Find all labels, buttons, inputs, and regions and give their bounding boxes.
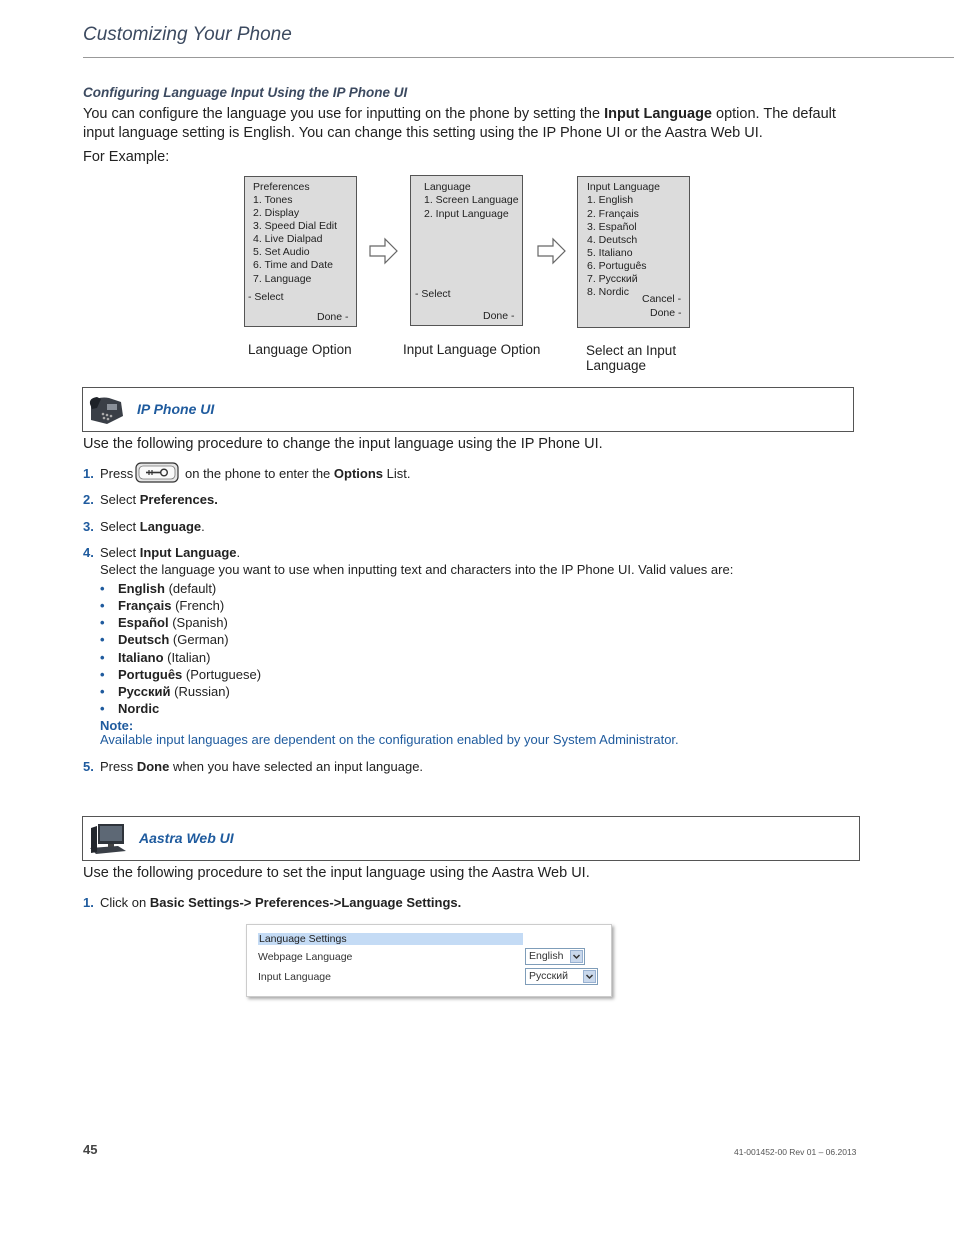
screen-line: 1. Tones xyxy=(253,194,293,206)
value-rest: (Portuguese) xyxy=(182,667,262,682)
input-language-bold: Input Language xyxy=(139,545,237,560)
step-text xyxy=(100,518,205,535)
screen-line: 2. Input Language xyxy=(424,208,509,220)
screen-line: 1. English xyxy=(587,194,634,206)
step-number: 3. xyxy=(83,519,94,534)
step-text-a: Press xyxy=(100,466,134,481)
screen-line: 8. Nordic xyxy=(587,286,630,298)
phone-screen-language xyxy=(410,175,523,326)
step-text-a: Press xyxy=(100,759,137,774)
value-rest: (default) xyxy=(164,581,217,596)
step-text xyxy=(100,491,218,508)
step-text-c: . xyxy=(236,545,241,560)
value-bold: Français xyxy=(118,598,172,613)
ip-step-1-cont xyxy=(185,465,410,482)
screen-done-softkey: Done - xyxy=(650,307,682,319)
step-text-c: List. xyxy=(383,466,411,481)
ip-phone-ui-bar xyxy=(82,387,854,432)
select-value: English xyxy=(529,950,564,962)
screen-line: Preferences xyxy=(253,181,310,193)
input-language-select[interactable] xyxy=(525,968,598,985)
options-key-icon xyxy=(135,462,179,483)
chevron-down-icon[interactable] xyxy=(583,970,596,983)
step-text-a: Click on xyxy=(100,895,150,910)
caption-language-option: Language Option xyxy=(248,342,352,357)
preferences-bold: Preferences. xyxy=(139,492,218,507)
step-number: 1. xyxy=(83,895,94,910)
step-number: 2. xyxy=(83,492,94,507)
value-bold: Português xyxy=(118,667,183,682)
page-number: 45 xyxy=(83,1142,98,1157)
value-rest: (German) xyxy=(169,632,229,647)
right-arrow-icon xyxy=(369,237,399,265)
menu-path-bold: Basic Settings-> Preferences->Language Settings. xyxy=(149,895,462,910)
screen-line: 7. Русский xyxy=(587,273,638,285)
intro-paragraph xyxy=(83,105,873,143)
caption-select-input-language xyxy=(586,343,676,373)
step-text xyxy=(100,465,133,482)
desk-phone-icon xyxy=(87,394,127,426)
step-text xyxy=(100,544,240,561)
section-heading: Configuring Language Input Using the IP Phone UI xyxy=(83,85,408,100)
screen-line: 4. Live Dialpad xyxy=(253,233,323,245)
for-example: For Example: xyxy=(83,149,170,165)
caption-input-language-option: Input Language Option xyxy=(403,342,541,357)
step-text-a: Select xyxy=(100,545,140,560)
webpage-language-label: Webpage Language xyxy=(258,951,353,963)
aastra-web-ui-bar xyxy=(82,816,860,861)
screen-done-softkey: Done - xyxy=(317,311,349,323)
step-text-a: Select xyxy=(100,519,140,534)
screen-line: Language xyxy=(424,181,471,193)
screen-line: 4. Deutsch xyxy=(587,234,638,246)
step-text xyxy=(100,894,461,911)
value-bold: Español xyxy=(118,615,169,630)
language-settings-heading: Language Settings xyxy=(258,933,523,945)
ip-step-2 xyxy=(83,491,583,508)
caption-line: Language xyxy=(586,358,647,373)
step-number: 5. xyxy=(83,759,94,774)
caption-line: Select an Input xyxy=(586,343,677,358)
step-4-description: Select the language you want to use when inputting text and characters into the IP Phone UI. Valid values are: xyxy=(100,562,734,577)
web-step-1 xyxy=(83,894,583,911)
phone-screen-preferences xyxy=(244,176,357,327)
screen-select-softkey: - Select xyxy=(248,291,284,303)
language-bold: Language xyxy=(139,519,202,534)
screen-line: 1. Screen Language xyxy=(424,194,519,206)
webpage-language-select[interactable] xyxy=(525,948,585,965)
step-text-b: on the phone to enter the xyxy=(185,466,334,481)
value-bold: Italiano xyxy=(118,650,164,665)
ip-phone-intro: Use the following procedure to change the input language using the IP Phone UI. xyxy=(83,436,603,452)
chevron-down-icon[interactable] xyxy=(570,950,583,963)
web-ui-intro: Use the following procedure to set the input language using the Aastra Web UI. xyxy=(83,865,590,881)
screen-line: 3. Español xyxy=(587,221,637,233)
screen-line: 5. Italiano xyxy=(587,247,633,259)
intro-text-line2: input language setting is English. You can change this setting using the IP Phone UI or the Aastra Web UI. xyxy=(83,125,763,141)
value-rest: (Italian) xyxy=(163,650,211,665)
screen-cancel-softkey: Cancel - xyxy=(642,293,682,305)
note-text: Available input languages are dependent on the configuration enabled by your System Administrator. xyxy=(100,732,679,747)
phone-screen-input-language xyxy=(577,176,690,328)
step-text-c: when you have selected an input language. xyxy=(169,759,424,774)
step-text xyxy=(100,758,423,775)
screen-done-softkey: Done - xyxy=(483,310,515,322)
page-header-title: Customizing Your Phone xyxy=(83,24,292,45)
note-label: Note: xyxy=(100,718,134,733)
value-bold: Nordic xyxy=(118,701,160,716)
input-language-label: Input Language xyxy=(258,971,331,983)
right-arrow-icon xyxy=(537,237,567,265)
step-text-c: . xyxy=(201,519,205,534)
screen-line: 2. Français xyxy=(587,208,639,220)
screen-line: 5. Set Audio xyxy=(253,246,310,258)
screen-line: 6. Português xyxy=(587,260,647,272)
aastra-web-ui-title: Aastra Web UI xyxy=(139,830,234,846)
value-bold: Deutsch xyxy=(118,632,170,647)
step-number: 1. xyxy=(83,466,94,481)
step-number: 4. xyxy=(83,545,94,560)
intro-bold: Input Language xyxy=(604,106,712,122)
value-rest: (Russian) xyxy=(170,684,230,699)
ip-step-5 xyxy=(83,758,583,775)
intro-text-1: You can configure the language you use for inputting on the phone by setting the xyxy=(83,106,605,122)
document-revision: 41-001452-00 Rev 01 – 06.2013 xyxy=(734,1147,857,1157)
screen-line: Input Language xyxy=(587,181,660,193)
options-bold: Options xyxy=(333,466,384,481)
value-rest: (French) xyxy=(171,598,225,613)
screen-line: 6. Time and Date xyxy=(253,259,333,271)
ip-phone-ui-title: IP Phone UI xyxy=(137,401,215,417)
value-bold: English xyxy=(118,581,165,596)
screen-line: 2. Display xyxy=(253,207,300,219)
step-text-a: Select xyxy=(100,492,140,507)
language-settings-panel xyxy=(246,924,612,997)
select-value: Русский xyxy=(529,970,568,982)
ip-step-3 xyxy=(83,518,583,535)
ip-step-4 xyxy=(83,544,843,578)
value-rest: (Spanish) xyxy=(168,615,228,630)
header-divider xyxy=(83,57,954,58)
computer-icon xyxy=(88,822,128,856)
screen-select-softkey: - Select xyxy=(415,288,451,300)
done-bold: Done xyxy=(136,759,170,774)
screen-line: 3. Speed Dial Edit xyxy=(253,220,338,232)
screen-line: 7. Language xyxy=(253,273,312,285)
value-bold: Русский xyxy=(118,684,171,699)
intro-text-2: option. The default xyxy=(712,106,836,122)
